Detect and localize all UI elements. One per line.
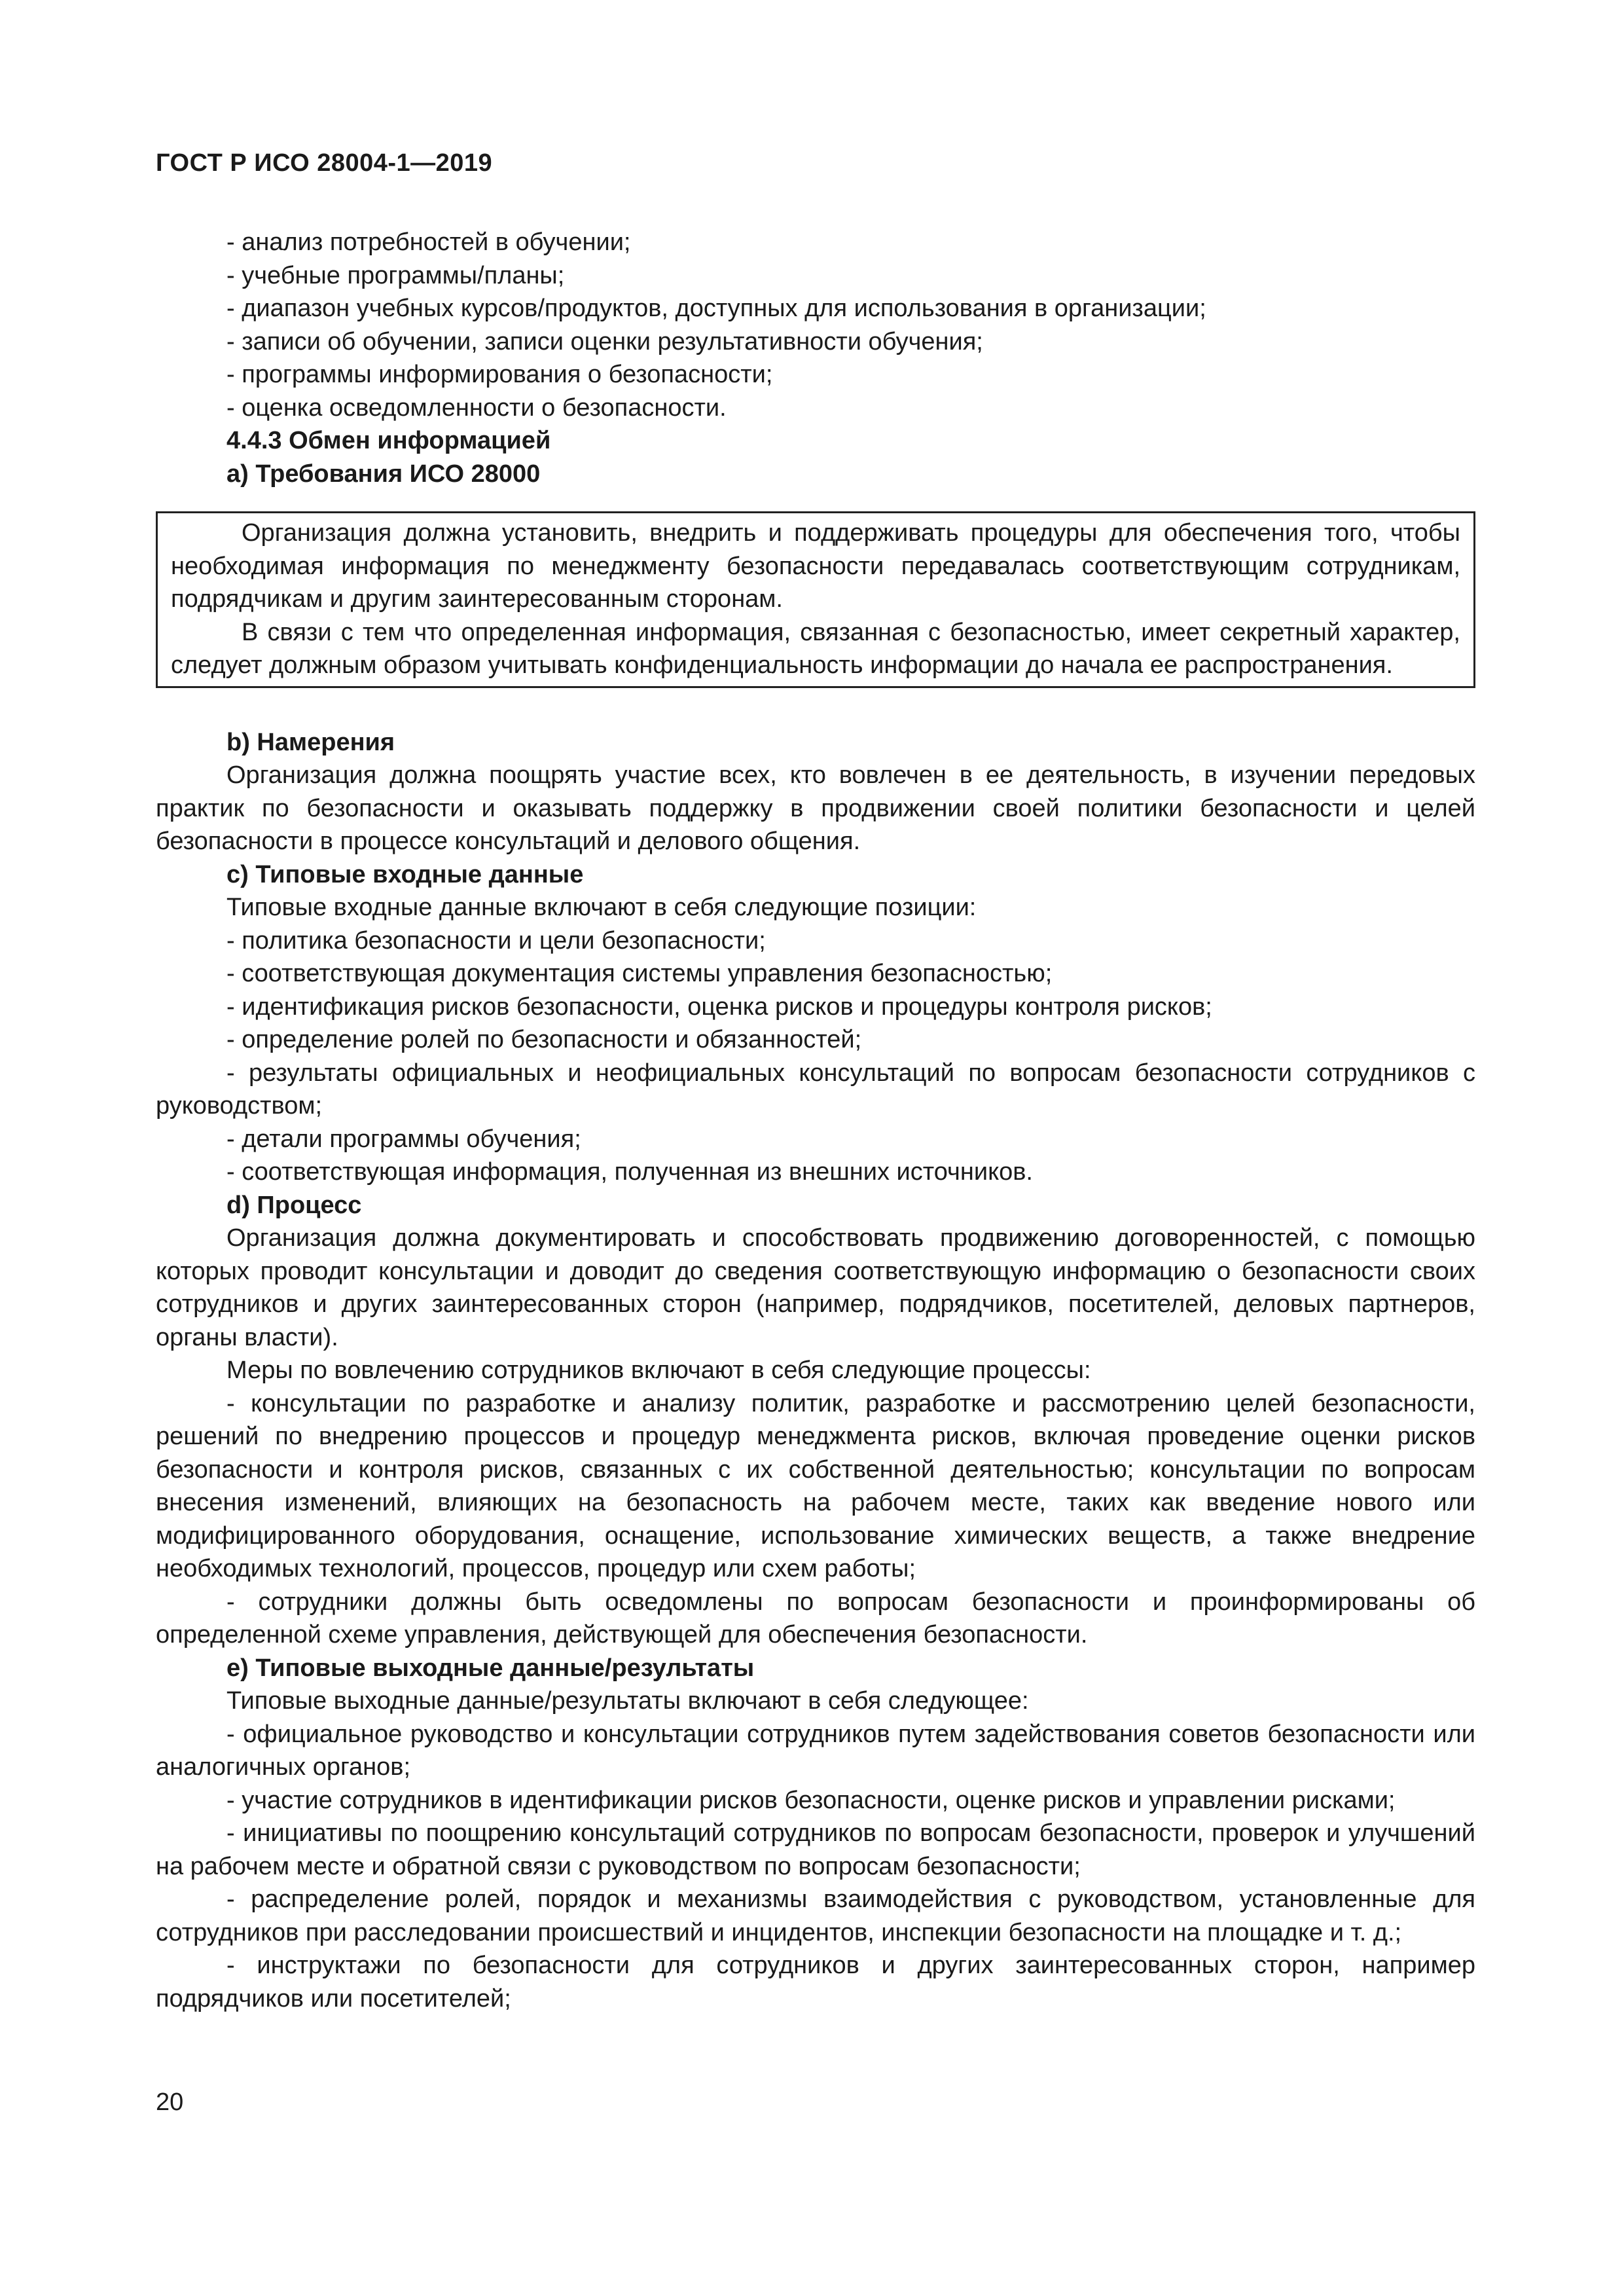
box-paragraph: Организация должна установить, внедрить и поддерживать процедуры для обеспечения того, чтобы необходимая информация по менеджменту безопасности передавалась соответствующим сотрудникам, подрядчикам и другим заинтересованным сторонам. bbox=[171, 519, 1460, 613]
list-item: - идентификация рисков безопасности, оценка рисков и процедуры контроля рисков; bbox=[226, 993, 1212, 1021]
box-paragraph: В связи с тем что определенная информация, связанная с безопасностью, имеет секретный характер, следует должным образом учитывать конфиденциальность информации до начала ее распространения. bbox=[171, 618, 1460, 679]
training-list bbox=[156, 226, 1475, 424]
list-item: - участие сотрудников в идентификации рисков безопасности, оценке рисков и управлении рисками; bbox=[226, 1786, 1396, 1814]
document-body bbox=[156, 226, 1475, 2015]
list-item: - диапазон учебных курсов/продуктов, доступных для использования в организации; bbox=[226, 295, 1206, 322]
page-number: 20 bbox=[156, 2088, 184, 2116]
list-item: - политика безопасности и цели безопасности; bbox=[226, 926, 766, 955]
list-item: - официальное руководство и консультации сотрудников путем задействования советов безопасности или аналогичных органов; bbox=[156, 1720, 1475, 1781]
list-item: - результаты официальных и неофициальных консультаций по вопросам безопасности сотрудников с руководством; bbox=[156, 1059, 1475, 1120]
subsection-heading-c: c) Типовые входные данные bbox=[226, 860, 584, 888]
list-item: - детали программы обучения; bbox=[226, 1125, 581, 1153]
list-item: - определение ролей по безопасности и обязанностей; bbox=[226, 1026, 862, 1053]
list-item: - соответствующая информация, полученная из внешних источников. bbox=[226, 1158, 1033, 1186]
list-item: - оценка осведомленности о безопасности. bbox=[226, 393, 727, 422]
paragraph: Типовые входные данные включают в себя следующие позиции: bbox=[226, 894, 977, 921]
list-item: - консультации по разработке и анализу политик, разработке и рассмотрению целей безопасности, решений по внедрению процессов и процедур менеджмента рисков, включая проведение оценки рисков безопасности и контроля рисков, связанных с их собственной деятельностью; консультации по вопросам внесения изменений, влияющих на безопасность на рабочем месте, таких как введение нового или модифицированного оборудования, оснащение, использование химических веществ, а также внедрение необходимых технологий, процессов, процедур или схем работы; bbox=[156, 1389, 1475, 1582]
list-item: - сотрудники должны быть осведомлены по вопросам безопасности и проинформированы об определенной схеме управления, действующей для обеспечения безопасности. bbox=[156, 1588, 1475, 1649]
list-item: - инструктажи по безопасности для сотрудников и других заинтересованных сторон, например подрядчиков или посетителей; bbox=[156, 1952, 1475, 2013]
section-heading-4-4-3: 4.4.3 Обмен информацией bbox=[226, 427, 551, 454]
list-item: - записи об обучении, записи оценки результативности обучения; bbox=[226, 327, 983, 355]
list-item: - программы информирования о безопасности; bbox=[226, 361, 773, 388]
list-item: - соответствующая документация системы управления безопасностью; bbox=[226, 960, 1053, 987]
paragraph: Организация должна документировать и способствовать продвижению договоренностей, с помощью которых проводит консультации и доводит до сведения соответствующую информацию о безопасности своих сотрудников и других заинтересованных сторон (например, подрядчиков, посетителей, деловых партнеров, органы власти). bbox=[156, 1224, 1475, 1351]
paragraph: Типовые выходные данные/результаты включают в себя следующее: bbox=[226, 1687, 1029, 1715]
document-header: ГОСТ Р ИСО 28004-1—2019 bbox=[156, 149, 493, 177]
list-item: - распределение ролей, порядок и механизмы взаимодействия с руководством, установленные для сотрудников при расследовании происшествий и инцидентов, инспекции безопасности на площадке и т. д.; bbox=[156, 1886, 1475, 1946]
subsection-heading-a: a) Требования ИСО 28000 bbox=[226, 460, 541, 488]
list-item: - инициативы по поощрению консультаций сотрудников по вопросам безопасности, проверок и улучшений на рабочем месте и обратной связи с руководством по вопросам безопасности; bbox=[156, 1819, 1475, 1880]
subsection-heading-e: e) Типовые выходные данные/результаты bbox=[226, 1654, 755, 1682]
list-item: - анализ потребностей в обучении; bbox=[226, 228, 631, 256]
paragraph: Меры по вовлечению сотрудников включают в себя следующие процессы: bbox=[226, 1357, 1091, 1384]
subsection-heading-d: d) Процесс bbox=[226, 1191, 362, 1219]
paragraph: Организация должна поощрять участие всех, кто вовлечен в ее деятельность, в изучении передовых практик по безопасности и оказывать поддержку в продвижении своей политики безопасности и целей безопасности в процессе консультаций и делового общения. bbox=[156, 761, 1475, 855]
requirements-box bbox=[156, 511, 1475, 688]
subsection-heading-b: b) Намерения bbox=[226, 728, 395, 756]
list-item: - учебные программы/планы; bbox=[226, 261, 565, 289]
